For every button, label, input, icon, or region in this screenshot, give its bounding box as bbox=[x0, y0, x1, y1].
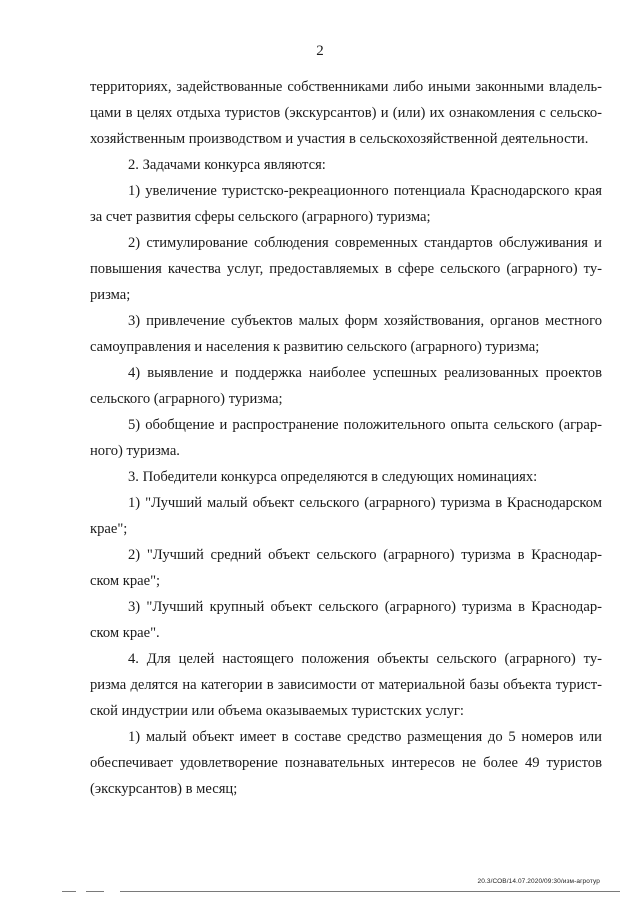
paragraph-task-1: 1) увеличение туристско-рекреационного потенциала Краснодарского края за счет развития сферы сельского (аграрного) туризма; bbox=[90, 183, 602, 225]
paragraph-task-3: 3) привлечение субъектов малых форм хозяйствования, органов местного самоуправления и населения к развитию сельского (аграрного) туризма; bbox=[90, 313, 602, 355]
paragraph-task-4: 4) выявление и поддержка наиболее успешных реализованных проектов сельского (аграрного) туризма; bbox=[90, 365, 602, 407]
paragraph-tasks-heading: 2. Задачами конкурса являются: bbox=[128, 157, 326, 173]
paragraph-category-1: 1) малый объект имеет в составе средство размещения до 5 номеров или обеспечивает удовлетворение познавательных интересов не более 49 туристов (экскурсантов) в месяц; bbox=[90, 729, 602, 797]
paragraph-nominations-heading: 3. Победители конкурса определяются в следующих номинациях: bbox=[128, 469, 538, 485]
paragraph-nomination-2: 2) "Лучший средний объект сельского (аграрного) туризма в Краснодар-ском крае"; bbox=[90, 547, 602, 589]
paragraph-continuation: территориях, задействованные собственниками либо иными законными владель-цами в целях отдыха туристов (экскурсантов) и (или) их ознакомления с сельско-хозяйственным производством и участия в сельскохозяйственной деятельности. bbox=[90, 79, 602, 147]
paragraph-task-5: 5) обобщение и распространение положительного опыта сельского (аграр-ного) туризма. bbox=[90, 417, 602, 459]
document-body bbox=[90, 74, 602, 802]
paragraph-task-2: 2) стимулирование соблюдения современных стандартов обслуживания и повышения качества услуг, предоставляемых в сфере сельского (аграрного) ту-ризма; bbox=[90, 235, 602, 303]
footer-dash-mark bbox=[86, 891, 104, 892]
paragraph-nomination-3: 3) "Лучший крупный объект сельского (аграрного) туризма в Краснодар-ском крае". bbox=[90, 599, 602, 641]
paragraph-nomination-1: 1) "Лучший малый объект сельского (аграрного) туризма в Краснодарском крае"; bbox=[90, 495, 602, 537]
footer-document-code: 20.3/СОВ/14.07.2020/09:30/изм-агротур bbox=[477, 878, 600, 885]
footer-rule bbox=[120, 891, 620, 892]
footer-dash-mark bbox=[62, 891, 76, 892]
paragraph-categories: 4. Для целей настоящего положения объекты сельского (аграрного) ту-ризма делятся на категории в зависимости от материальной базы объекта турист-ской индустрии или объема оказываемых туристских услуг: bbox=[90, 651, 602, 719]
page-number: 2 bbox=[316, 43, 324, 59]
